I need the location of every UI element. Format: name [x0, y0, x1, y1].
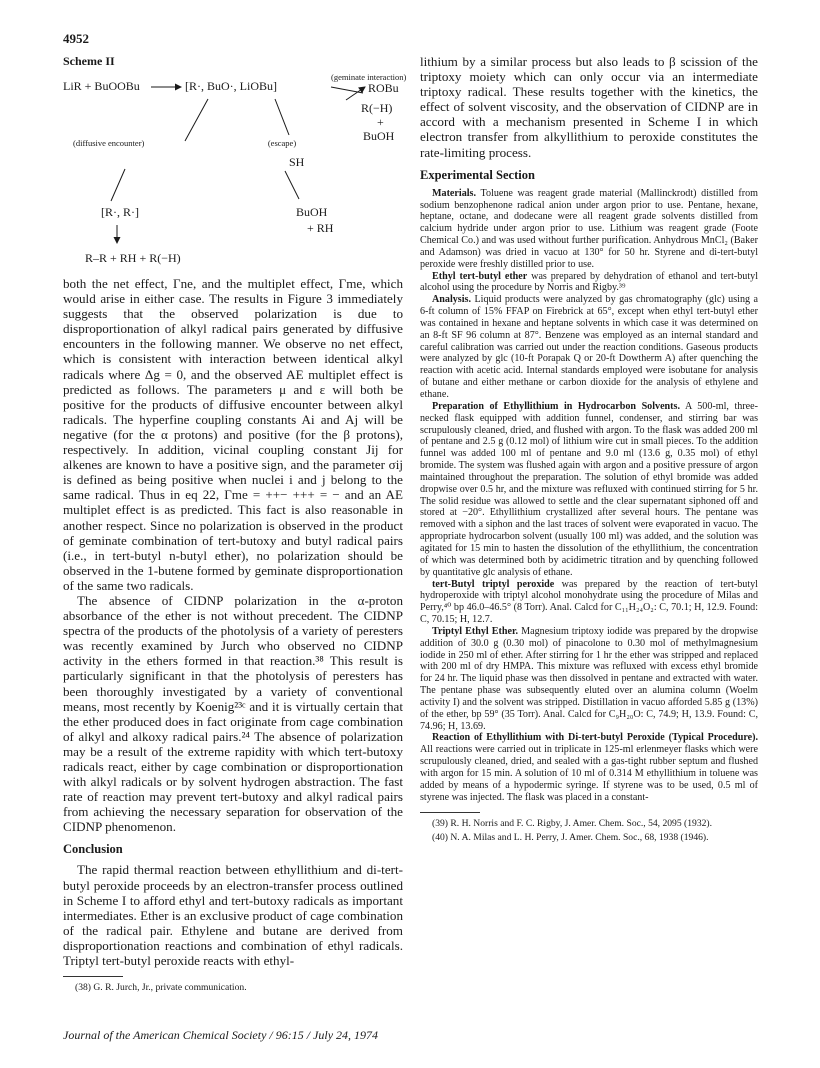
scheme-rh: + RH	[307, 221, 334, 235]
body-paragraph: both the net effect, Γne, and the multiplet effect, Γme, which would arise in either case. The results in Figure 3 immediately suggests that the observed polarization is due to disproportionation of alkyl radical pairs generated by diffusive encounters in the following manner. We observe no net effect, which is consistent with interaction between identical alkyl radicals where Δg = 0, and the observed AE multiplet effect is predicted as follows. The parameters μ and ε will both be positive for the products of diffusive encounter between alkyl radicals. The hyperfine coupling constants Ai and Aj will be negative (for the α protons) and positive (for the β protons), respectively. In addition, vicinal coupling constant Jij for alkenes are known to have a positive sign, and the parameter σij is defined as being positive when nuclei i and j belong to the same radical. Thus in eq 22, Γme = ++− +++ = − and an AE multiplet effect is as predicted. This fact is also reasonable in another respect. Since no polarization is observed in the product of geminate combination of tert-butoxy and butyl radical pairs (i.e., in tert-butyl n-butyl ether), no polarization should be observed in the 1-butene formed by geminate disproportionation of the same two radicals.	[63, 276, 403, 593]
footnote-rule	[63, 976, 123, 977]
scheme-intermediates: [R·, BuO·, LiOBu]	[185, 79, 277, 93]
conclusion-heading: Conclusion	[63, 842, 123, 857]
scheme-plus: +	[377, 115, 384, 129]
scheme-radical-pair: [R·, R·]	[101, 205, 139, 219]
experimental-heading: Experimental Section	[420, 167, 535, 182]
experimental-paragraph	[420, 188, 758, 271]
footnote-rule	[420, 812, 480, 813]
left-column	[63, 54, 407, 996]
scheme-products: R–R + RH + R(−H)	[85, 251, 181, 265]
arrow-diffusive-2	[111, 169, 125, 201]
paragraph-text: Toluene was reagent grade material (Mallinckrodt) distilled from sodium benzophenone radical anion under argon prior to use. Pentane, hexane, heptane, octane, and dodecane were all reagent grade solvents distilled from calcium hydride under argon prior to use. Lithium was reagent grade (Foote Chemical Co.) and was used without further purification. Anhydrous MnCl₂ (Baker and Adamson) was dried in vacuo at 130° for 50 hr. Styrene and di-tert-butyl peroxide were freshly distilled prior to use.	[420, 187, 758, 270]
scheme-sh: SH	[289, 155, 305, 169]
scheme-escape-label: (escape)	[267, 138, 297, 148]
body-paragraph: The absence of CIDNP polarization in the α-proton absorbance of the ether is not without precedent. The CIDNP spectra of the products of the photolysis of a variety of peresters was recently examined by Jurch who observed no CIDNP activity in the ethers formed in that reaction.³⁸ This result is particularly significant in that the photolysis of peresters has been thoroughly investigated by a variety of conventional means, most recently by Koenig²³ᶜ and it is virtually certain that the ether produced does in fact originate from cage combination of alkyl and alkoxy radical pairs.²⁴ The absence of polarization may be a result of the extreme rapidity with which tert-butoxy radicals react, either by cage combination or disproportionation with alkyl radicals or by solvent hydrogen abstraction. The fast rate of reaction may prevent tert-butoxy and alkyl radical pairs from achieving the necessary separation for observation of the CIDNP phenomenon.	[63, 592, 403, 835]
scheme-reactants: LiR + BuOOBu	[63, 79, 140, 93]
footnote-39: (39) R. H. Norris and F. C. Rigby, J. Amer. Chem. Soc., 54, 2095 (1932).	[432, 817, 713, 829]
paragraph-text: A 500-ml, three-necked flask equipped with addition funnel, condenser, and stirring bar was scrupulously cleaned, dried, and flushed with argon. To the flask was added 200 ml of pentane and 2.5 g (0.12 mol) of lithium wire cut in small pieces. To the addition funnel was added 100 ml of pentane and 9.0 ml (13.6 g, 0.35 mol) of ethyl bromide. The system was flushed again with argon and a positive pressure of argon maintained throughout the preparation. The solution of ethyl bromide was added dropwise over 0.5 hr, and the mixture was refluxed with continued stirring for 5 hr. The solid residue was allowed to settle and the clear supernatant siphoned off and stored at −20°. Ethyllithium crystallized after several hours. The pentane was removed with a siphon and the last traces of solvent were evaporated in vacuo. The appropriate hydrocarbon solvent (usually 100 ml) was added, and the solution was agitated for 15 min to hasten the dissolution of the ethyllithium, the concentration of which was determined both by acidimetric titration and by quenching followed by quantitative glc analysis of ethane.	[420, 400, 758, 578]
paragraph-lead: Materials.	[432, 187, 477, 199]
scheme-diffusive-label: (diffusive encounter)	[73, 138, 145, 148]
page-number: 4952	[63, 31, 89, 46]
paragraph-lead: tert-Butyl triptyl peroxide	[432, 578, 555, 590]
paragraph-text: All reactions were carried out in triplicate in 125-ml erlenmeyer flasks which were scrupulously cleaned, dried, and sealed with a gas-tight rubber septum and flushed with argon for 15 min. A solution of 10 ml of 0.314 M ethyllithium in toluene was added by means of a hypodermic syringe. If styrene was to be used, 0.5 ml of styrene was injected. The flask was placed in a constant-	[420, 744, 758, 803]
paragraph-text: Liquid products were analyzed by gas chromatography (glc) using a 6-ft column of 15% FFAP on Firebrick at 65°, except when ethyl tert-butyl ether was contained in hexane and heptane solvents in which case it was determined on an 8-ft SF 96 column at 87°. Benzene was employed as an internal standard and careful calibration was carried out under the reaction conditions. Gaseous products were analyzed by glc (10-ft Porapak Q or 20-ft Dowtherm A) after quenching the reaction with acetic acid. Internal standards employed were isobutane for analysis of butane and either methane or carbon dioxide for the analysis of ethylene and ethane.	[420, 294, 758, 400]
conclusion-paragraph: The rapid thermal reaction between ethyllithium and di-tert-butyl peroxide proceeds by an electron-transfer process outlined in Scheme I to afford ethyl and tert-butoxy radicals as important intermediates. Ether is an exclusive product of cage combination of the radical pair. Ethylene and butane are derived from disproportionation reactions and combination of ethyl radicals. Triptyl tert-butyl peroxide reacts with ethyl-	[63, 862, 403, 969]
scheme-title: Scheme II	[63, 54, 115, 68]
paragraph-lead: Preparation of Ethyllithium in Hydrocarbon Solvents.	[432, 400, 680, 412]
experimental-paragraph	[420, 579, 758, 626]
reaction-scheme	[63, 72, 407, 245]
arrow-diffusive-1	[185, 99, 208, 141]
scheme-buoh-right: BuOH	[363, 129, 395, 143]
right-column	[420, 54, 758, 846]
body-paragraph: lithium by a similar process but also leads to β scission of the triptoxy moiety which can only occur via an intermediate triptoxy radical. These results together with the kinetics, the effect of solvent viscosity, and the observation of CIDNP are in accord with a mechanism presented in Scheme I in which electron transfer from alkyllithium to peroxide constitutes the rate-limiting process.	[420, 54, 758, 160]
paragraph-lead: Reaction of Ethyllithium with Di-tert-butyl Peroxide (Typical Procedure).	[432, 732, 758, 744]
arrow-escape-1	[275, 99, 289, 135]
footnote-40: (40) N. A. Milas and L. H. Perry, J. Amer. Chem. Soc., 68, 1938 (1946).	[432, 831, 709, 843]
paragraph-text: Magnesium triptoxy iodide was prepared by the dropwise addition of 30.0 g (0.30 mol) of pinacolone to 0.30 mol of methylmagnesium iodide in 250 ml of ether. After stirring for 1 hr the ether was stripped and replaced with 200 ml of dry HMPA. This mixture was refluxed with excess ethyl bromide for 24 hr. The liquid phase was then dissolved in pentane and extracted with water. The pentane phase was subsequently eluted over an alumina column (Woelm activity I) and the solvent was stripped. Distillation in vacuo afforded 5.85 g (13%) of the ether, bp 59° (35 Torr). Anal. Calcd for C₉H₂₀O: C, 74.9; H, 13.9. Found: C, 74.96; H, 13.69.	[420, 625, 758, 732]
scheme-geminate-label: (geminate interaction)	[331, 72, 407, 82]
experimental-paragraph	[420, 294, 758, 401]
arrow-escape-2	[285, 171, 299, 199]
scheme-buoh-lower: BuOH	[296, 205, 328, 219]
paragraph-text: was prepared by dehydration of ethanol and tert-butyl alcohol using the procedure by Norris and Rigby.³⁹	[420, 270, 758, 294]
paragraph-lead: Ethyl tert-butyl ether	[432, 270, 528, 282]
scheme-robu: ROBu	[368, 81, 399, 95]
paragraph-text: was prepared by the reaction of tert-butyl hydroperoxide with triptyl alcohol monohydrate using the procedure of Milas and Perry,⁴⁰ bp 46.0–46.5° (8 Torr). Anal. Calcd for C₁₁H₂₄O₂: C, 70.1; H, 12.9. Found: C, 70.15; H, 12.7.	[420, 578, 758, 626]
journal-footer: Journal of the American Chemical Society / 96:15 / July 24, 1974	[63, 1028, 379, 1042]
experimental-paragraph	[420, 271, 758, 295]
paragraph-lead: Triptyl Ethyl Ether.	[432, 625, 519, 637]
experimental-paragraph	[420, 732, 758, 803]
scheme-alkene: R(−H)	[361, 101, 393, 115]
experimental-paragraph	[420, 626, 758, 733]
footnote-38: (38) G. R. Jurch, Jr., private communication.	[75, 982, 247, 994]
experimental-paragraph	[420, 401, 758, 579]
paragraph-lead: Analysis.	[432, 294, 471, 306]
arrow-geminate-b	[346, 87, 365, 100]
